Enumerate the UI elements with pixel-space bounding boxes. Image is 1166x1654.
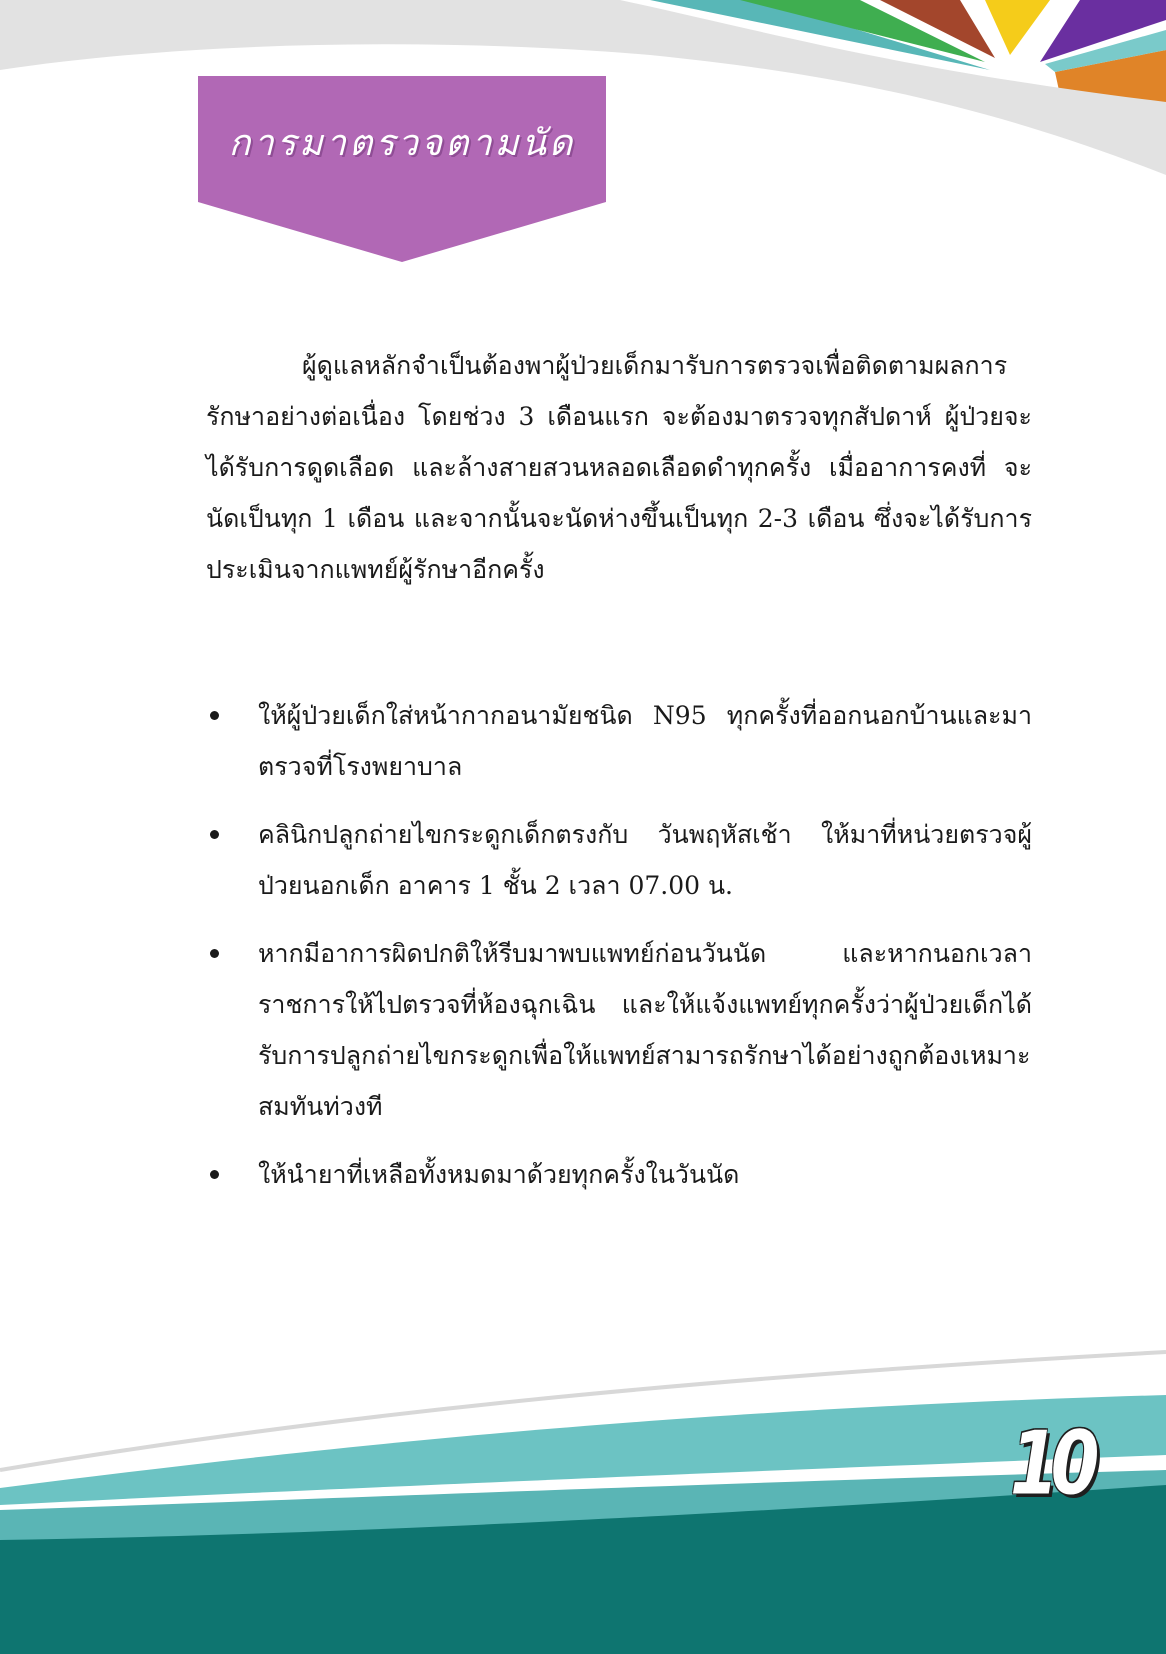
list-item-text: ให้ผู้ป่วยเด็กใส่หน้ากากอนามัยชนิด N95 ทุกครั้งที่ออกนอกบ้านและมาตรวจที่โรงพยาบาล [258, 701, 1032, 781]
title-banner [198, 76, 606, 262]
list-item-text: หากมีอาการผิดปกติให้รีบมาพบแพทย์ก่อนวันนัด และหากนอกเวลาราชการให้ไปตรวจที่ห้องฉุกเฉิน และให้แจ้งแพทย์ทุกครั้งว่าผู้ป่วยเด็กได้รับการปลูกถ่ายไขกระดูกเพื่อให้แพทย์สามารถรักษาได้อย่างถูกต้องเหมาะสมทันท่วงที [258, 939, 1032, 1121]
list-item [206, 690, 1032, 792]
list-item [206, 809, 1032, 911]
list-item [206, 928, 1032, 1132]
list-item-text: คลินิกปลูกถ่ายไขกระดูกเด็กตรงกับ วันพฤหัสเช้า ให้มาที่หน่วยตรวจผู้ป่วยนอกเด็ก อาคาร 1 ชั้น 2 เวลา 07.00 น. [258, 820, 1032, 900]
bullet-icon [210, 949, 219, 958]
bullet-icon [210, 1170, 219, 1179]
bullet-icon [210, 711, 219, 720]
page-title: การมาตรวจตามนัด [228, 123, 576, 164]
page-number: 10 [1010, 1412, 1092, 1515]
bullet-icon [210, 830, 219, 839]
list-item-text: ให้นำยาที่เหลือทั้งหมดมาด้วยทุกครั้งในวันนัด [258, 1160, 740, 1189]
list-item [206, 1149, 1032, 1200]
intro-paragraph: ผู้ดูแลหลักจำเป็นต้องพาผู้ป่วยเด็กมารับการตรวจเพื่อติดตามผลการรักษาอย่างต่อเนื่อง โดยช่วง 3 เดือนแรก จะต้องมาตรวจทุกสัปดาห์ ผู้ป่วยจะได้รับการดูดเลือด และล้างสายสวนหลอดเลือดดำทุกครั้ง เมื่ออาการคงที่ จะนัดเป็นทุก 1 เดือน และจากนั้นจะนัดห่างขึ้นเป็นทุก 2-3 เดือน ซึ่งจะได้รับการประเมินจากแพทย์ผู้รักษาอีกครั้ง [206, 351, 1032, 584]
bullet-list [206, 690, 1032, 1217]
